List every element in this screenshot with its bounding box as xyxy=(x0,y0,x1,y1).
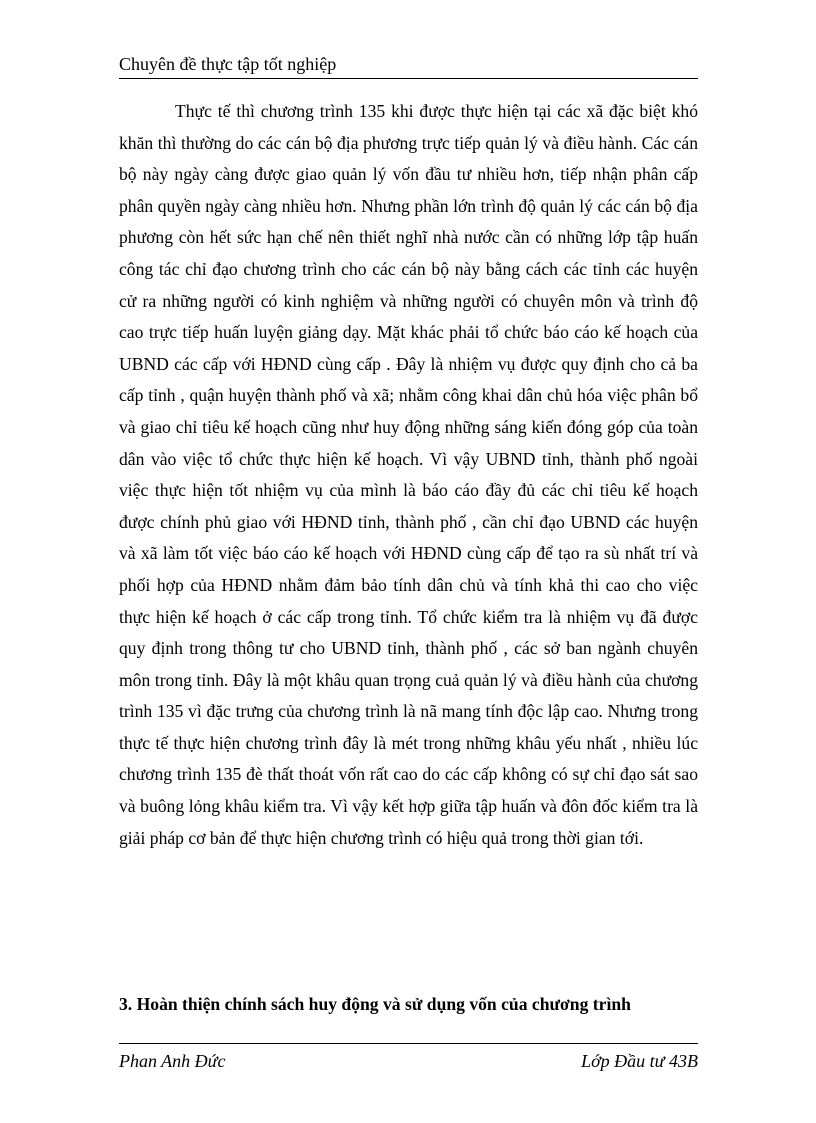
section-heading: 3. Hoàn thiện chính sách huy động và sử dụng vốn của chương trình xyxy=(119,994,631,1014)
page-footer xyxy=(119,1043,698,1078)
page-header xyxy=(119,52,698,79)
body-paragraph: Thực tế thì chương trình 135 khi được thực hiện tại các xã đặc biệt khó khăn thì thường do các cán bộ địa phương trực tiếp quản lý và điều hành. Các cán bộ này ngày càng được giao quản lý vốn đầu tư nhiều hơn, tiếp nhận phân cấp phân quyền ngày càng nhiều hơn. Nhưng phần lớn trình độ quản lý các cán bộ địa phương còn hết sức hạn chế nên thiết nghĩ nhà nước cần có những lớp tập huấn công tác chỉ đạo chương trình cho các cán bộ này bằng cách các tỉnh các huyện cử ra những người có kinh nghiệm và những người có chuyên môn và trình độ cao trực tiếp huấn luyện giảng dạy. Mặt khác phải tổ chức báo cáo kế hoạch của UBND các cấp với HĐND cùng cấp . Đây là nhiệm vụ được quy định cho cả ba cấp tỉnh , quận huyện thành phố và xã; nhằm công khai dân chủ hóa việc phân bổ và giao chỉ tiêu kế hoạch cũng như huy động những sáng kiến đóng góp của toàn dân vào việc tổ chức thực hiện kế hoạch. Vì vậy UBND tỉnh, thành phố ngoài việc thực hiện tốt nhiệm vụ của mình là báo cáo đầy đủ các chỉ tiêu kế hoạch được chính phủ giao với HĐND tỉnh, thành phố , cần chỉ đạo UBND các huyện và xã làm tốt việc báo cáo kế hoạch với HĐND cùng cấp để tạo ra sù nhất trí và phối hợp của HĐND nhằm đảm bảo tính dân chủ và tính khả thi cao cho việc thực hiện kế hoạch ở các cấp trong tỉnh. Tổ chức kiểm tra là nhiệm vụ đã được quy định trong thông tư cho UBND tỉnh, thành phố , các sở ban ngành chuyên môn trong tỉnh. Đây là một khâu quan trọng cuả quản lý và điều hành của chương trình 135 vì đặc trưng của chương trình là nã mang tính độc lập cao. Nhưng trong thực tế thực hiện chương trình đây là mét trong những khâu yếu nhất , nhiều lúc chương trình 135 đè thất thoát vốn rất cao do các cấp không có sự chỉ đạo sát sao và buông lỏng khâu kiểm tra. Vì vậy kết hợp giữa tập huấn và đôn đốc kiểm tra là giải pháp cơ bản để thực hiện chương trình có hiệu quả trong thời gian tới. xyxy=(119,101,698,848)
document-title: Chuyên đề thực tập tốt nghiệp xyxy=(119,54,337,74)
class-name: Lớp Đầu tư 43B xyxy=(581,1051,698,1071)
author-name: Phan Anh Đức xyxy=(119,1051,226,1071)
